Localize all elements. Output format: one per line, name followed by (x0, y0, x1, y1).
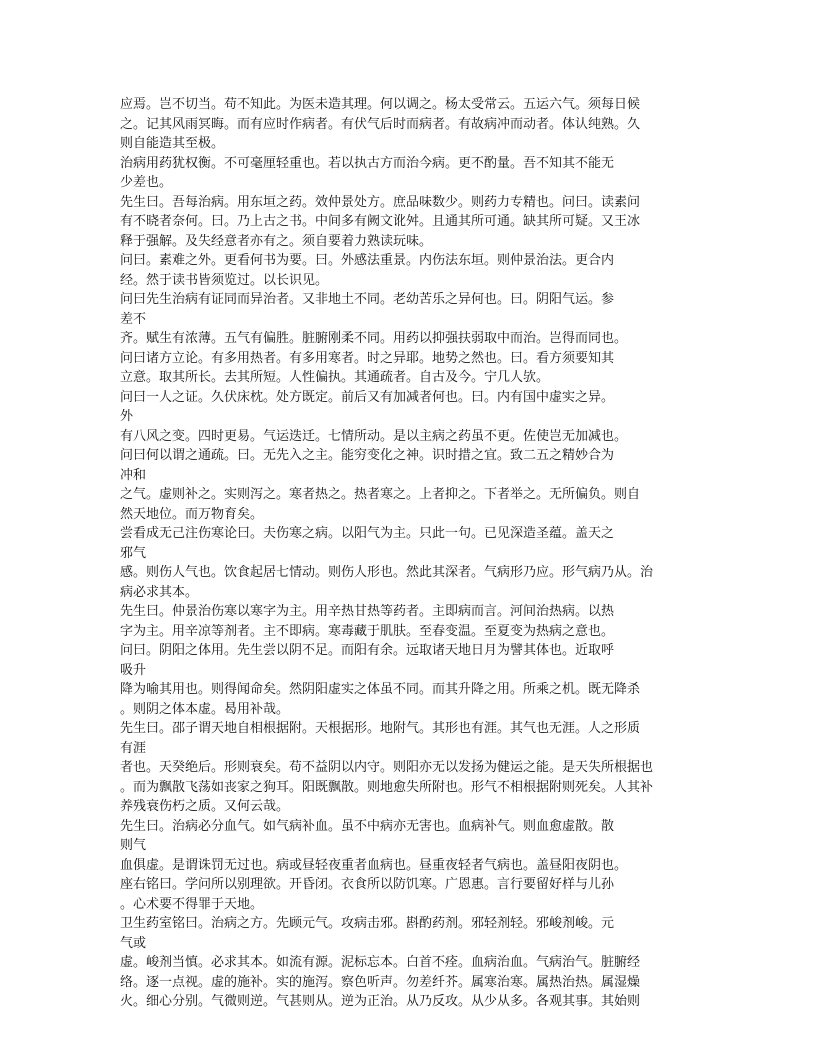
text-line: 感。则伤人气也。饮食起居七情动。则伤人形也。然此其深者。气病形乃应。形气病乃从。治 (120, 565, 654, 580)
text-line: 问曰何以谓之通疏。曰。无先入之主。能穷变化之神。识时措之宜。致二五之精妙合为 (120, 448, 615, 463)
text-line: 经。然于读书皆须览过。以长识见。 (120, 272, 329, 288)
text-line: 少差也。 (120, 175, 173, 190)
text-line: 座右铭曰。学问所以别理欲。开昏闭。衣食所以防饥寒。广恩惠。言行要留好样与儿孙 (120, 877, 615, 892)
text-line: 立意。取其所长。去其所短。人性偏执。其通疏者。自古及今。宁几人欤。 (120, 370, 550, 385)
text-line: 冲和 (120, 467, 147, 483)
text-line: 则气 (120, 838, 147, 853)
text-line: 问曰先生治病有证同而异治者。又非地土不同。老幼苦乐之异何也。曰。阴阳气运。参 (120, 292, 615, 307)
text-line: 字为主。用辛凉等剂者。主不即病。寒毒藏于肌肤。至春变温。至夏变为热病之意也。 (120, 623, 615, 639)
text-line: 先生曰。治病必分血气。如气病补血。虽不中病亦无害也。血病补气。则血愈虚散。散 (120, 818, 615, 834)
text-line: 。心术要不得罪于天地。 (120, 896, 264, 912)
text-line: 吸升 (120, 662, 147, 678)
text-line: 然天地位。而万物育矣。 (120, 506, 264, 522)
text-line: 有八风之变。四时更易。气运迭迁。七情所动。是以主病之药虽不更。佐使岂无加减也。 (120, 428, 628, 444)
text-line: 有涯 (120, 740, 147, 756)
text-line: 则自能造其至极。 (120, 136, 225, 151)
text-line: 养残衰伤朽之质。又何云哉。 (120, 799, 290, 814)
text-line: 之气。虚则补之。实则泻之。寒者热之。热者寒之。上者抑之。下者举之。无所偏负。则自 (120, 487, 641, 502)
text-line: 释于强解。及失经意者亦有之。须自要着力熟读玩味。 (120, 233, 433, 249)
text-line: 血俱虚。是谓诛罚无过也。病或昼轻夜重者血病也。昼重夜轻者气病也。盖昼阳夜阴也。 (120, 857, 628, 873)
text-line: 问曰。素难之外。更看何书为要。曰。外感法重景。内伤法东垣。则仲景治法。更合内 (120, 253, 615, 268)
text-line: 外 (120, 409, 134, 424)
text-line: 降为喻其用也。则得闻命矣。然阴阳虚实之体虽不同。而其升降之用。所乘之机。既无降杀 (120, 682, 641, 697)
text-line: 之。记其风雨冥晦。而有应时作病者。有伏气后时而病者。有故病冲而动者。体认纯熟。久 (120, 116, 641, 132)
text-line: 治病用药犹权衡。不可毫厘轻重也。若以执古方而治今病。更不酌量。吾不知其不能无 (120, 155, 615, 171)
text-line: 尝看成无己注伤寒论曰。夫伤寒之病。以阳气为主。只此一句。已见深造圣蕴。盖天之 (120, 526, 615, 541)
text-line: 齐。赋生有浓薄。五气有偏胜。脏腑刚柔不同。用药以抑强扶弱取中而治。岂得而同也。 (120, 331, 628, 346)
text-line: 者也。天癸绝后。形则衰矣。苟不益阴以内守。则阳亦无以发扬为健运之能。是天失所根据也 (120, 760, 654, 775)
text-line: 有不晓者奈何。曰。乃上古之书。中间多有阙文讹舛。且通其所可通。缺其所可疑。又王冰 (120, 214, 641, 229)
text-line: 卫生药室铭曰。治病之方。先顾元气。攻病击邪。斟酌药剂。邪轻剂轻。邪峻剂峻。元 (120, 916, 615, 931)
text-line: 虚。峻剂当慎。必求其本。如流有源。泥标忘本。白首不痊。血病治血。气病治气。脏腑经 (120, 955, 641, 970)
text-line: 先生曰。邵子谓天地自相根据附。天根据形。地附气。其形也有涯。其气也无涯。人之形质 (120, 721, 641, 736)
document-page (120, 95, 710, 1012)
text-line: 火。细心分别。气微则逆。气甚则从。逆为正治。从乃反攻。从少从多。各观其事。其始则 (120, 994, 641, 1009)
text-line: 先生曰。仲景治伤寒以寒字为主。用辛热甘热等药者。主即病而言。河间治热病。以热 (120, 604, 615, 619)
text-line: 邪气 (120, 545, 147, 561)
text-line: 问曰。阴阳之体用。先生尝以阴不足。而阳有余。远取诸天地日月为譬其体也。近取呼 (120, 643, 615, 658)
text-line: 先生曰。吾每治病。用东垣之药。效仲景处方。庶品味数少。则药力专精也。问曰。读素问 (120, 194, 641, 210)
text-line: 病必求其本。 (120, 584, 199, 600)
text-line: 差不 (120, 311, 147, 327)
text-line: 问曰诸方立论。有多用热者。有多用寒者。时之异耶。地势之然也。曰。看方须要知其 (120, 350, 615, 366)
text-line: 问曰一人之证。久伏床枕。处方既定。前后又有加减者何也。曰。内有国中虚实之异。 (120, 389, 615, 405)
text-line: 。而为飘散飞荡如丧家之狗耳。阳既飘散。则地愈失所附也。形气不相根据附则死矣。人其补 (120, 779, 654, 795)
text-line: 应焉。岂不切当。苟不知此。为医未造其理。何以调之。杨太受常云。五运六气。须每日候 (120, 97, 641, 112)
text-line: 气或 (120, 935, 147, 951)
text-line: 络。逐一点视。虚的施补。实的施泻。察色听声。勿差纤芥。属寒治寒。属热治热。属湿燥 (120, 974, 641, 990)
text-line: 。则阴之体本虚。曷用补哉。 (120, 701, 290, 717)
